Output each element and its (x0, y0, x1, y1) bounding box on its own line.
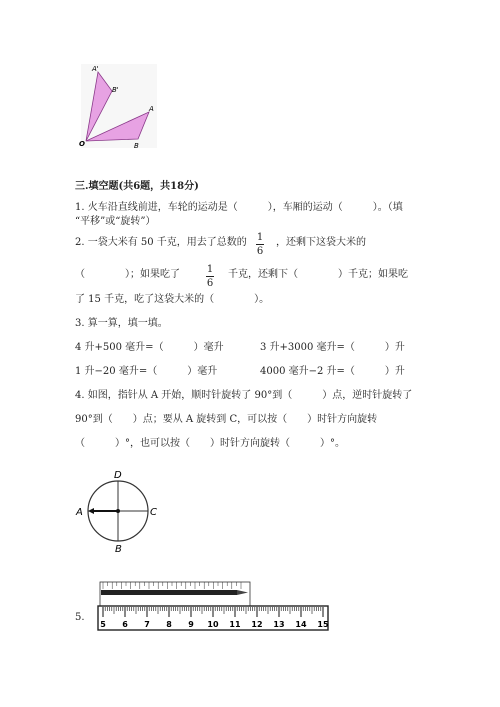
bottom-ruler-tick-label: 8 (166, 620, 172, 629)
q2-fraction-2-denominator: 6 (206, 278, 214, 289)
bottom-ruler-tick-label: 13 (273, 620, 285, 629)
dial-figure (72, 466, 164, 554)
q2-fraction-1 (253, 232, 267, 257)
q4-line3: （ ）°，也可以按（ ）时针方向旋转（ ）°。 (75, 438, 345, 449)
q2-line2a: （ ）；如果吃了 (75, 269, 180, 280)
bottom-ruler-tick-label: 6 (122, 620, 128, 629)
pencil-body (101, 590, 237, 595)
dial-pointer-arrow-icon (88, 508, 94, 514)
bottom-ruler-tick-label: 11 (229, 620, 241, 629)
q4-line2: 90°到（ ）点；要从 A 旋转到 C，可以按（ ）时针方向旋转 (75, 414, 378, 425)
dial-label-b: B (115, 544, 122, 554)
ruler-figure (94, 578, 334, 638)
bottom-ruler-tick-label: 12 (251, 620, 263, 629)
q3-row1-col1: 4 升+500 毫升=（ ）毫升 (75, 342, 224, 353)
label-a-prime: A' (92, 65, 99, 73)
q2-fraction-1-numerator: 1 (256, 232, 264, 243)
label-o: O (79, 140, 85, 148)
section-title: 三.填空题(共6题，共18分) (75, 181, 199, 192)
q3-row1-col2: 3 升+3000 毫升=（ ）升 (260, 342, 405, 353)
bottom-ruler-tick-label: 14 (295, 620, 307, 629)
q1-line2: “平移”或“旋转”） (75, 216, 156, 227)
dial-center-dot (116, 509, 120, 513)
rotation-figure (78, 62, 158, 150)
q4-line1: 4. 如图，指针从 A 开始，顺时针旋转了 90°到（ ）点，逆时针旋转了 (75, 390, 413, 401)
q2-line1b: ，还剩下这袋大米的 (276, 237, 366, 248)
bottom-ruler-tick-label: 7 (144, 620, 150, 629)
dial-label-c: C (150, 507, 157, 518)
q1-line1: 1. 火车沿直线前进，车轮的运动是（ ），车厢的运动（ ）。（填 (75, 202, 403, 213)
bottom-ruler-tick-label: 15 (317, 620, 329, 629)
q2-line3: 了 15 千克，吃了这袋大米的（ ）。 (75, 294, 270, 305)
bottom-ruler-tick-label: 10 (207, 620, 219, 629)
label-b-prime: B' (112, 86, 119, 94)
q2-fraction-2-numerator: 1 (206, 264, 214, 275)
q2-line1a: 2. 一袋大米有 50 千克，用去了总数的 (75, 237, 247, 248)
label-a: A (149, 105, 154, 113)
q2-line2b: 千克，还剩下（ ）千克；如果吃 (228, 269, 408, 280)
q2-fraction-2 (203, 264, 217, 289)
bottom-ruler-tick-label: 9 (188, 620, 194, 629)
q3-row2-col2: 4000 毫升−2 升=（ ）升 (260, 366, 405, 377)
q3-title: 3. 算一算，填一填。 (75, 318, 168, 329)
q5-label: 5. (75, 612, 85, 623)
fraction-bar (206, 276, 214, 277)
bottom-ruler-tick-label: 5 (100, 620, 106, 629)
q3-row2-col1: 1 升−20 毫升=（ ）毫升 (75, 366, 218, 377)
dial-label-d: D (114, 470, 122, 481)
dial-label-a: A (76, 507, 83, 518)
q2-fraction-1-denominator: 6 (256, 246, 264, 257)
fraction-bar (256, 244, 264, 245)
label-b: B (134, 142, 139, 150)
